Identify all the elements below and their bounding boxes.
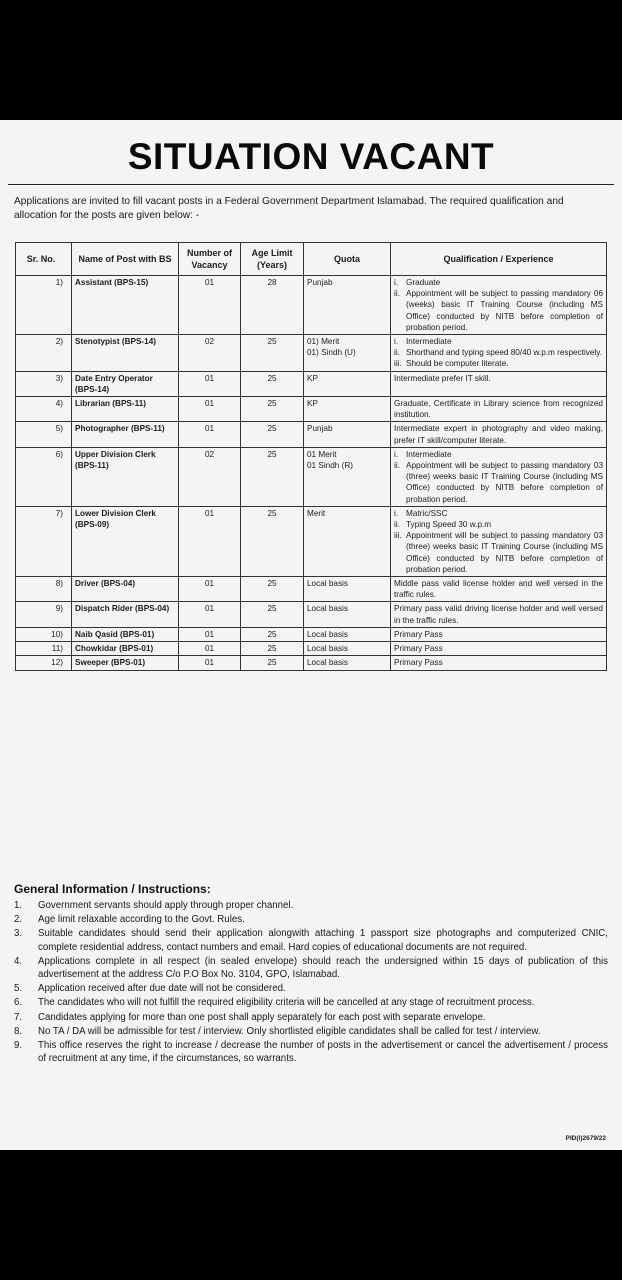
intro-paragraph: Applications are invited to fill vacant posts in a Federal Government Department Islamabad. The required qualification and allocation for the posts are given below: - bbox=[14, 196, 564, 221]
table-row bbox=[16, 602, 607, 627]
instruction-item bbox=[14, 899, 608, 912]
qualification-item-text: Appointment will be subject to passing mandatory 03 (three) weeks basic IT Training Course (including MS Office) conducted by NITB before completion of probation period. bbox=[406, 531, 603, 574]
table-header-row bbox=[16, 243, 607, 276]
instruction-item bbox=[14, 1025, 608, 1038]
qualification-item bbox=[394, 530, 603, 575]
instruction-item bbox=[14, 1039, 608, 1065]
cell-qualification bbox=[391, 276, 607, 335]
header-post-name: Name of Post with BS bbox=[72, 243, 179, 276]
cell-post-name: Driver (BPS-04) bbox=[72, 577, 179, 602]
table-row bbox=[16, 422, 607, 447]
cell-age-limit: 25 bbox=[241, 656, 304, 670]
instruction-number: 3. bbox=[14, 928, 23, 940]
instruction-item bbox=[14, 955, 608, 981]
cell-vacancy: 02 bbox=[179, 447, 241, 506]
cell-quota: 01 Merit 01 Sindh (R) bbox=[304, 447, 391, 506]
cell-sr-no: 9) bbox=[16, 602, 72, 627]
qualification-item bbox=[394, 519, 603, 530]
qualification-item-number: iii. bbox=[394, 531, 402, 541]
cell-vacancy: 01 bbox=[179, 397, 241, 422]
cell-vacancy: 02 bbox=[179, 335, 241, 372]
table-row bbox=[16, 656, 607, 670]
qualification-item-text: Appointment will be subject to passing mandatory 03 (three) weeks basic IT Training Course (including MS Office) conducted by NITB before completion of probation period. bbox=[406, 461, 603, 504]
instruction-text: Applications complete in all respect (in sealed envelope) should reach the undersigned within 15 days of publication of this advertisement at the address C/o P.O Box No. 3104, GPO, Islamabad. bbox=[38, 955, 608, 981]
instruction-text: Application received after due date will not be considered. bbox=[38, 983, 286, 995]
qualification-item-number: ii. bbox=[394, 348, 400, 358]
cell-post-name: Lower Division Clerk (BPS-09) bbox=[72, 506, 179, 576]
advertisement-page bbox=[0, 120, 622, 1150]
cell-quota: Punjab bbox=[304, 276, 391, 335]
cell-qualification bbox=[391, 335, 607, 372]
instruction-item bbox=[14, 927, 608, 953]
cell-sr-no: 3) bbox=[16, 371, 72, 396]
table-row bbox=[16, 506, 607, 576]
instruction-text: Government servants should apply through proper channel. bbox=[38, 900, 294, 911]
cell-qualification: Intermediate expert in photography and video making, prefer IT skill/computer literate. bbox=[391, 422, 607, 447]
qualification-item-number: ii. bbox=[394, 289, 400, 299]
qualification-item-number: ii. bbox=[394, 520, 400, 530]
qualification-item-number: i. bbox=[394, 337, 399, 347]
cell-post-name: Stenotypist (BPS-14) bbox=[72, 335, 179, 372]
cell-post-name: Dispatch Rider (BPS-04) bbox=[72, 602, 179, 627]
cell-age-limit: 28 bbox=[241, 276, 304, 335]
cell-quota: Local basis bbox=[304, 642, 391, 656]
instructions-list bbox=[14, 899, 608, 1065]
cell-qualification bbox=[391, 506, 607, 576]
cell-sr-no: 12) bbox=[16, 656, 72, 670]
cell-vacancy: 01 bbox=[179, 371, 241, 396]
qualification-item bbox=[394, 508, 603, 519]
cell-age-limit: 25 bbox=[241, 506, 304, 576]
instruction-item bbox=[14, 996, 608, 1009]
title-band bbox=[0, 120, 622, 182]
qualification-item bbox=[394, 347, 603, 358]
vacancy-table-body bbox=[16, 276, 607, 671]
header-age-limit: Age Limit (Years) bbox=[241, 243, 304, 276]
cell-sr-no: 6) bbox=[16, 447, 72, 506]
reference-number: PID(I)2679/22 bbox=[565, 1135, 606, 1142]
cell-qualification: Primary Pass bbox=[391, 627, 607, 641]
cell-vacancy: 01 bbox=[179, 627, 241, 641]
qualification-item bbox=[394, 449, 603, 460]
header-quota: Quota bbox=[304, 243, 391, 276]
cell-qualification: Primary Pass bbox=[391, 656, 607, 670]
cell-quota: 01) Merit 01) Sindh (U) bbox=[304, 335, 391, 372]
cell-quota: Local basis bbox=[304, 577, 391, 602]
qualification-item-text: Should be computer literate. bbox=[406, 359, 509, 369]
cell-sr-no: 2) bbox=[16, 335, 72, 372]
header-qualification: Qualification / Experience bbox=[391, 243, 607, 276]
qualification-item-text: Intermediate bbox=[406, 337, 452, 347]
instruction-number: 2. bbox=[14, 914, 23, 926]
cell-quota: Punjab bbox=[304, 422, 391, 447]
cell-qualification: Intermediate prefer IT skill. bbox=[391, 371, 607, 396]
table-row bbox=[16, 447, 607, 506]
qualification-item-number: i. bbox=[394, 508, 399, 518]
cell-post-name: Naib Qasid (BPS-01) bbox=[72, 627, 179, 641]
qualification-item-text: Appointment will be subject to passing mandatory 06 (weeks) basic IT Training Course (including MS Office) conducted by NITB before completion of probation period. bbox=[406, 289, 603, 332]
table-row bbox=[16, 276, 607, 335]
qualification-item-number: i. bbox=[394, 278, 399, 287]
cell-vacancy: 01 bbox=[179, 602, 241, 627]
cell-vacancy: 01 bbox=[179, 276, 241, 335]
instruction-number: 7. bbox=[14, 1011, 23, 1023]
qualification-item-number: i. bbox=[394, 449, 399, 459]
cell-vacancy: 01 bbox=[179, 656, 241, 670]
qualification-item-text: Shorthand and typing speed 80/40 w.p.m respectively. bbox=[406, 348, 603, 358]
cell-age-limit: 25 bbox=[241, 627, 304, 641]
cell-quota: Local basis bbox=[304, 656, 391, 670]
cell-sr-no: 4) bbox=[16, 397, 72, 422]
cell-sr-no: 1) bbox=[16, 276, 72, 335]
cell-quota: Local basis bbox=[304, 627, 391, 641]
cell-age-limit: 25 bbox=[241, 371, 304, 396]
qualification-item-number: ii. bbox=[394, 461, 400, 471]
cell-post-name: Chowkidar (BPS-01) bbox=[72, 642, 179, 656]
instruction-text: Suitable candidates should send their application alongwith attaching 1 passport size photographs and computerized CNIC, complete residential address, contact numbers and email. Hard copies of educational documents are not required. bbox=[38, 928, 608, 953]
cell-quota: KP bbox=[304, 397, 391, 422]
cell-post-name: Date Entry Operator (BPS-14) bbox=[72, 371, 179, 396]
instruction-item bbox=[14, 913, 608, 926]
cell-age-limit: 25 bbox=[241, 642, 304, 656]
header-sr-no: Sr. No. bbox=[16, 243, 72, 276]
instruction-item bbox=[14, 982, 608, 995]
qualification-item bbox=[394, 460, 603, 505]
cell-sr-no: 11) bbox=[16, 642, 72, 656]
cell-age-limit: 25 bbox=[241, 335, 304, 372]
cell-vacancy: 01 bbox=[179, 506, 241, 576]
cell-age-limit: 25 bbox=[241, 577, 304, 602]
instruction-number: 6. bbox=[14, 997, 23, 1009]
cell-qualification: Primary Pass bbox=[391, 642, 607, 656]
cell-post-name: Sweeper (BPS-01) bbox=[72, 656, 179, 670]
instruction-text: Age limit relaxable according to the Govt. Rules. bbox=[38, 914, 245, 926]
general-information bbox=[14, 882, 608, 1066]
page-title: SITUATION VACANT bbox=[127, 136, 495, 177]
title-divider bbox=[8, 184, 614, 185]
qualification-item bbox=[394, 277, 603, 288]
instruction-number: 4. bbox=[14, 955, 23, 967]
cell-qualification: Graduate, Certificate in Library science from recognized institution. bbox=[391, 397, 607, 422]
qualification-item bbox=[394, 336, 603, 347]
table-row bbox=[16, 397, 607, 422]
qualification-item-number: iii. bbox=[394, 359, 402, 369]
cell-age-limit: 25 bbox=[241, 602, 304, 627]
cell-sr-no: 5) bbox=[16, 422, 72, 447]
cell-vacancy: 01 bbox=[179, 577, 241, 602]
instruction-text: Candidates applying for more than one post shall apply separately for each post with separate envelope. bbox=[38, 1011, 486, 1023]
table-row bbox=[16, 577, 607, 602]
cell-qualification: Middle pass valid license holder and well versed in the traffic rules. bbox=[391, 577, 607, 602]
cell-age-limit: 25 bbox=[241, 397, 304, 422]
cell-age-limit: 25 bbox=[241, 447, 304, 506]
instruction-text: The candidates who will not fulfill the required eligibility criteria will be cancelled at any stage of recruitment process. bbox=[38, 997, 535, 1009]
table-row bbox=[16, 335, 607, 372]
cell-age-limit: 25 bbox=[241, 422, 304, 447]
table-row bbox=[16, 371, 607, 396]
qualification-item-text: Matric/SSC bbox=[406, 508, 448, 518]
header-vacancy: Number of Vacancy bbox=[179, 243, 241, 276]
instruction-number: 8. bbox=[14, 1025, 23, 1037]
cell-vacancy: 01 bbox=[179, 642, 241, 656]
instruction-item bbox=[14, 1011, 608, 1024]
instruction-number: 9. bbox=[14, 1040, 23, 1052]
general-information-heading: General Information / Instructions: bbox=[14, 882, 211, 896]
qualification-item-text: Graduate bbox=[406, 278, 441, 287]
cell-post-name: Photographer (BPS-11) bbox=[72, 422, 179, 447]
instruction-number: 1. bbox=[14, 900, 23, 911]
qualification-item-text: Intermediate bbox=[406, 449, 452, 459]
instruction-text: No TA / DA will be admissible for test / interview. Only shortlisted eligible candidates shall be called for test / interview. bbox=[38, 1025, 541, 1037]
cell-vacancy: 01 bbox=[179, 422, 241, 447]
table-row bbox=[16, 642, 607, 656]
cell-sr-no: 8) bbox=[16, 577, 72, 602]
cell-sr-no: 10) bbox=[16, 627, 72, 641]
instruction-number: 5. bbox=[14, 983, 23, 995]
cell-qualification bbox=[391, 447, 607, 506]
table-row bbox=[16, 627, 607, 641]
instruction-text: This office reserves the right to increase / decrease the number of posts in the advertisement or cancel the advertisement / process of recruitment at any time, if the circumstances, so warrants. bbox=[38, 1040, 608, 1065]
cell-quota: Local basis bbox=[304, 602, 391, 627]
qualification-item bbox=[394, 288, 603, 333]
cell-quota: KP bbox=[304, 371, 391, 396]
qualification-item bbox=[394, 358, 603, 369]
cell-post-name: Assistant (BPS-15) bbox=[72, 276, 179, 335]
cell-sr-no: 7) bbox=[16, 506, 72, 576]
cell-post-name: Librarian (BPS-11) bbox=[72, 397, 179, 422]
cell-qualification: Primary pass valid driving license holder and well versed in the traffic rules. bbox=[391, 602, 607, 627]
cell-post-name: Upper Division Clerk (BPS-11) bbox=[72, 447, 179, 506]
qualification-item-text: Typing Speed 30 w.p.m bbox=[406, 520, 492, 530]
cell-quota: Merit bbox=[304, 506, 391, 576]
vacancy-table bbox=[15, 242, 607, 671]
